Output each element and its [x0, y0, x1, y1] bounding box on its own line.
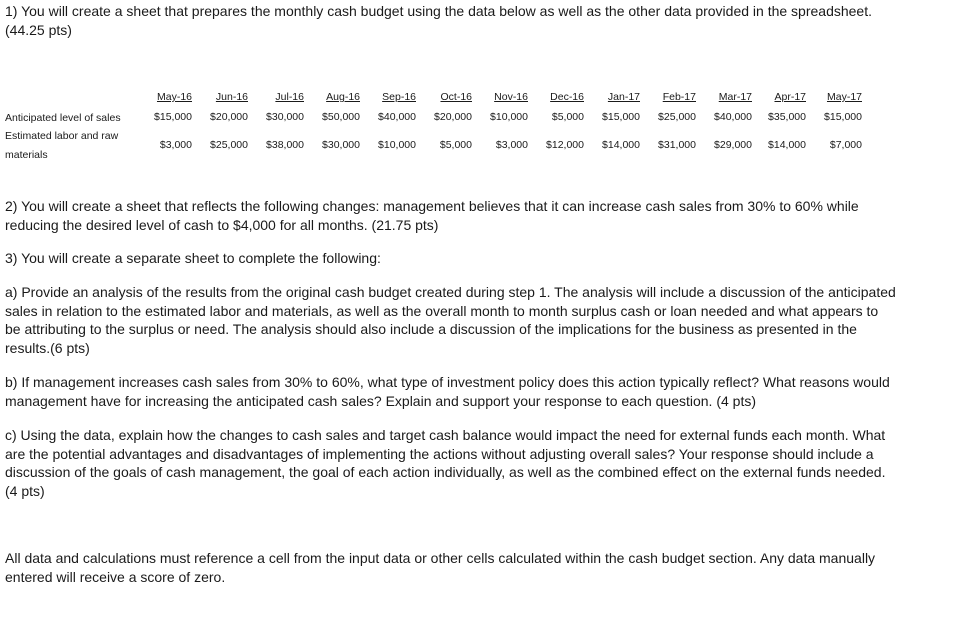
table-cell: $38,000	[266, 139, 304, 151]
month-header: Mar-17	[718, 91, 752, 103]
table-cell: $12,000	[546, 139, 584, 151]
month-header: May-17	[826, 91, 862, 103]
footer-note-line-1: All data and calculations must reference a cell from the input data or other cells calculated within the cash budget section. Any data manually	[5, 550, 876, 566]
table-cell: $3,000	[495, 139, 528, 151]
month-header: Dec-16	[550, 91, 584, 103]
row-label-labor-line-1: Estimated labor and raw	[5, 130, 119, 142]
month-header: Apr-17	[774, 91, 806, 103]
question-3a-line: sales in relation to the estimated labor and materials, as well as the overall month to month surplus cash or loan needed and what appears to	[5, 302, 879, 319]
question-3a-line: be attributing to the surplus or need. The analysis should also include a discussion of the implications for the business as presented in the	[5, 321, 857, 337]
month-header: Aug-16	[326, 91, 360, 103]
question-3a-line: results.(6 pts)	[5, 339, 90, 356]
table-cell: $3,000	[159, 139, 192, 151]
month-header: Jul-16	[275, 91, 304, 103]
question-3a	[5, 283, 955, 357]
question-3c-line: c) Using the data, explain how the changes to cash sales and target cash balance would impact the need for external funds each month. What	[5, 427, 886, 443]
question-2-line-2: reducing the desired level of cash to $4,000 for all months. (21.75 pts)	[5, 216, 439, 233]
question-3c-line: discussion of the goals of cash management, the goal of each action individually, as well as the combined effect on the external funds needed.	[5, 464, 886, 480]
table-cell: $5,000	[439, 139, 472, 151]
table-cell: $14,000	[768, 139, 806, 151]
question-1	[5, 2, 955, 39]
question-3b-line: management have for increasing the anticipated cash sales? Explain and support your response to each question. (4 pts)	[5, 392, 757, 409]
table-cell: $30,000	[266, 111, 304, 123]
table-cell: $14,000	[602, 139, 640, 151]
table-cell: $29,000	[714, 139, 752, 151]
question-2-line-1: 2) You will create a sheet that reflects the following changes: management believes that it can increase cash sales from 30% to 60% while	[5, 198, 859, 214]
table-cell: $35,000	[768, 111, 806, 123]
month-header: Sep-16	[382, 91, 416, 103]
table-cell: $20,000	[210, 111, 248, 123]
table-cell: $10,000	[378, 139, 416, 151]
question-3b-line: b) If management increases cash sales from 30% to 60%, what type of investment policy does this action typically reflect? What reasons would	[5, 374, 890, 390]
footer-note-line-2: entered will receive a score of zero.	[5, 568, 226, 585]
row-label-labor-line-2: materials	[5, 149, 48, 161]
table-cell: $15,000	[824, 111, 862, 123]
question-3a-line: a) Provide an analysis of the results from the original cash budget created during step 1. The analysis will include a discussion of the anticipated	[5, 284, 896, 300]
question-3-intro-text: 3) You will create a separate sheet to complete the following:	[5, 250, 381, 266]
table-cell: $25,000	[658, 111, 696, 123]
footer-note	[5, 549, 955, 586]
table-cell: $25,000	[210, 139, 248, 151]
question-3c-line: are the potential advantages and disadvantages of implementing the actions without adjusting overall sales? Your response should include a	[5, 445, 874, 462]
month-header: May-16	[156, 91, 192, 103]
month-header: Jun-16	[215, 91, 248, 103]
table-cell: $40,000	[378, 111, 416, 123]
question-2	[5, 197, 955, 234]
table-cell: $10,000	[490, 111, 528, 123]
question-1-line-1: 1) You will create a sheet that prepares the monthly cash budget using the data below as well as the other data provided in the spreadsheet.	[5, 3, 873, 19]
table-cell: $5,000	[551, 111, 584, 123]
question-3b	[5, 373, 955, 410]
month-header: Feb-17	[662, 91, 696, 103]
table-cell: $20,000	[434, 111, 472, 123]
table-cell: $31,000	[658, 139, 696, 151]
table-cell: $40,000	[714, 111, 752, 123]
table-cell: $7,000	[829, 139, 862, 151]
question-1-line-2: (44.25 pts)	[5, 21, 72, 38]
month-header: Oct-16	[440, 91, 472, 103]
table-cell: $15,000	[602, 111, 640, 123]
row-label-sales: Anticipated level of sales	[5, 112, 121, 124]
table-cell: $15,000	[154, 111, 192, 123]
question-3-intro	[5, 249, 955, 268]
month-header: Nov-16	[494, 91, 528, 103]
table-cell: $50,000	[322, 111, 360, 123]
table-cell: $30,000	[322, 139, 360, 151]
question-3c-line: (4 pts)	[5, 482, 45, 499]
question-3c	[5, 426, 955, 500]
month-header: Jan-17	[607, 91, 640, 103]
